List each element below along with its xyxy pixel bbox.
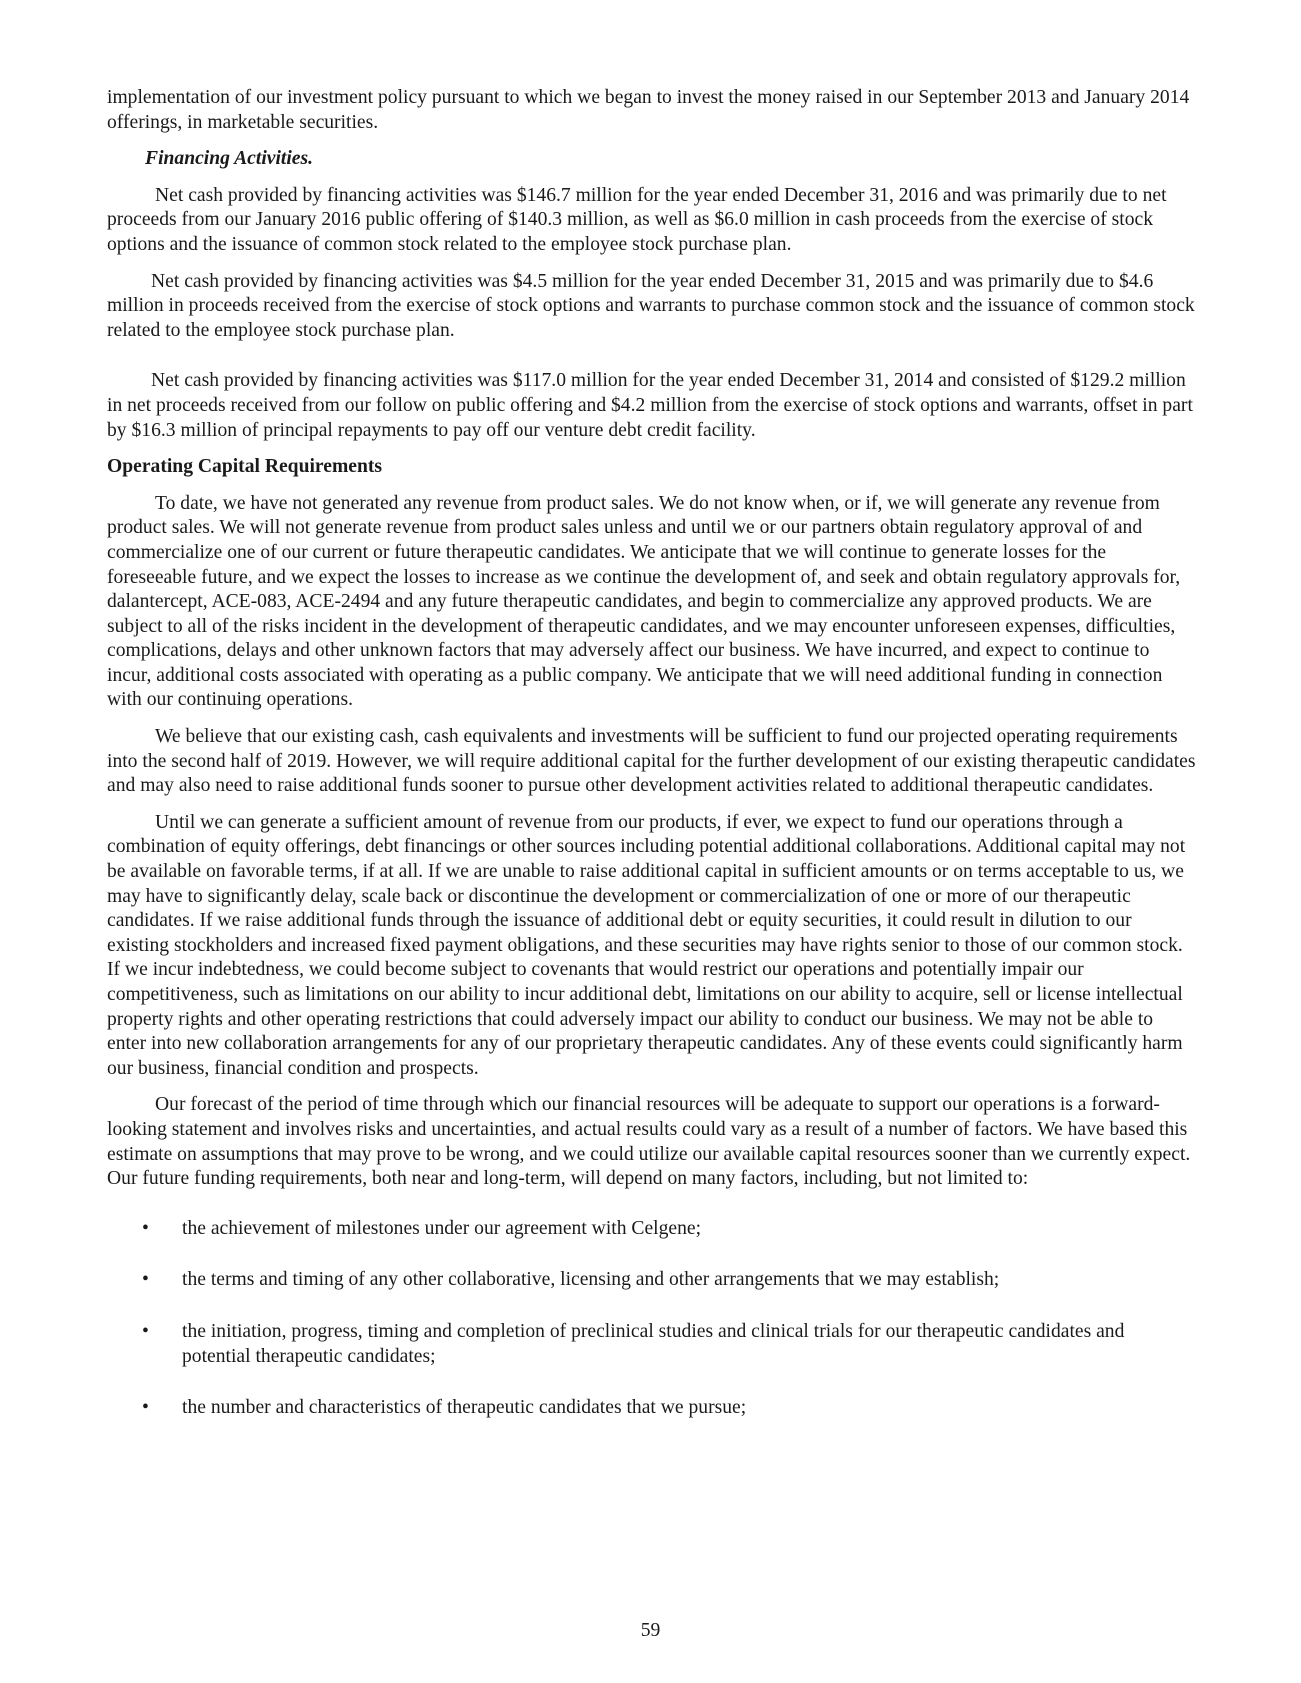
operating-paragraph-forecast: Our forecast of the period of time through which our financial resources will be adequate to support our operations is a forward-looking statement and involves risks and uncertainties, and actual results could vary as a result of a number of factors. We have based this estimate on assumptions that may prove to be wrong, and we could utilize our available capital resources sooner than we currently expect. Our future funding requirements, both near and long-term, will depend on many factors, including, but not limited to: [107, 1094, 1191, 1190]
operating-paragraph-revenue: To date, we have not generated any revenue from product sales. We do not know when, or if, we will generate any revenue from product sales. We will not generate revenue from product sales unless and until we or our partners obtain regulatory approval of and commercialize one of our current or future therapeutic candidates. We anticipate that we will continue to generate losses for the foreseeable future, and we expect the losses to increase as we continue the development of, and seek and obtain regulatory approvals for, dalantercept, ACE-083, ACE-2494 and any future therapeutic candidates, and begin to commercialize any approved products. We are subject to all of the risks incident in the development of therapeutic candidates, and we may encounter unforeseen expenses, difficulties, complications, delays and other unknown factors that may adversely affect our business. We have incurred, and expect to continue to incur, additional costs associated with operating as a public company. We anticipate that we will need additional funding in connection with our continuing operations. [107, 492, 1181, 711]
page-number: 59 [640, 1620, 661, 1641]
list-item [107, 1268, 1197, 1293]
list-item-text: the terms and timing of any other collaborative, licensing and other arrangements that we may establish; [182, 1269, 1000, 1291]
bullet-icon: • [142, 1269, 149, 1291]
bullet-icon: • [142, 1217, 149, 1239]
financing-activities-heading: Financing Activities. [145, 148, 314, 170]
financing-paragraph-2014: Net cash provided by financing activities was $117.0 million for the year ended December 31, 2014 and consisted of $129.2 million in net proceeds received from our follow on public offering and $4.2 million from the exercise of stock options and warrants, offset in part by $16.3 million of principal repayments to pay off our venture debt credit facility. [107, 370, 1193, 441]
financing-paragraph-2016: Net cash provided by financing activities was $146.7 million for the year ended December 31, 2016 and was primarily due to net proceeds from our January 2016 public offering of $140.3 million, as well as $6.0 million in cash proceeds from the exercise of stock options and the issuance of common stock related to the employee stock purchase plan. [107, 184, 1167, 255]
bullet-icon: • [142, 1320, 149, 1342]
list-item-text: the achievement of milestones under our agreement with Celgene; [182, 1217, 702, 1239]
operating-capital-requirements-heading: Operating Capital Requirements [107, 456, 383, 478]
list-item-text: the initiation, progress, timing and completion of preclinical studies and clinical trials for our therapeutic candidates and potential therapeutic candidates; [182, 1320, 1125, 1367]
funding-factors-list [107, 1217, 1197, 1421]
list-item [107, 1396, 1197, 1421]
list-item [107, 1320, 1197, 1369]
operating-paragraph-cash-sufficiency: We believe that our existing cash, cash equivalents and investments will be sufficient to fund our projected operating requirements into the second half of 2019. However, we will require additional capital for the further development of our existing therapeutic candidates and may also need to raise additional funds sooner to pursue other development activities related to additional therapeutic candidates. [107, 726, 1196, 797]
operating-paragraph-funding-sources: Until we can generate a sufficient amount of revenue from our products, if ever, we expect to fund our operations through a combination of equity offerings, debt financings or other sources including potential additional collaborations. Additional capital may not be available on favorable terms, if at all. If we are unable to raise additional capital in sufficient amounts or on terms acceptable to us, we may have to significantly delay, scale back or discontinue the development or commercialization of one or more of our therapeutic candidates. If we raise additional funds through the issuance of additional debt or equity securities, it could result in dilution to our existing stockholders and increased fixed payment obligations, and these securities may have rights senior to those of our common stock. If we incur indebtedness, we could become subject to covenants that would restrict our operations and potentially impair our competitiveness, such as limitations on our ability to incur additional debt, limitations on our ability to acquire, sell or license intellectual property rights and other operating restrictions that could adversely impact our ability to conduct our business. We may not be able to enter into new collaboration arrangements for any of our proprietary therapeutic candidates. Any of these events could significantly harm our business, financial condition and prospects. [107, 811, 1186, 1079]
document-page [107, 86, 1197, 1448]
financing-paragraph-2015: Net cash provided by financing activities was $4.5 million for the year ended December 31, 2015 and was primarily due to $4.6 million in proceeds received from the exercise of stock options and warrants to purchase common stock and the issuance of common stock related to the employee stock purchase plan. [107, 270, 1195, 341]
list-item [107, 1217, 1197, 1242]
intro-continuation-paragraph: implementation of our investment policy pursuant to which we began to invest the money raised in our September 2013 and January 2014 offerings, in marketable securities. [107, 87, 1190, 133]
list-item-text: the number and characteristics of therapeutic candidates that we pursue; [182, 1397, 747, 1419]
bullet-icon: • [142, 1397, 149, 1419]
